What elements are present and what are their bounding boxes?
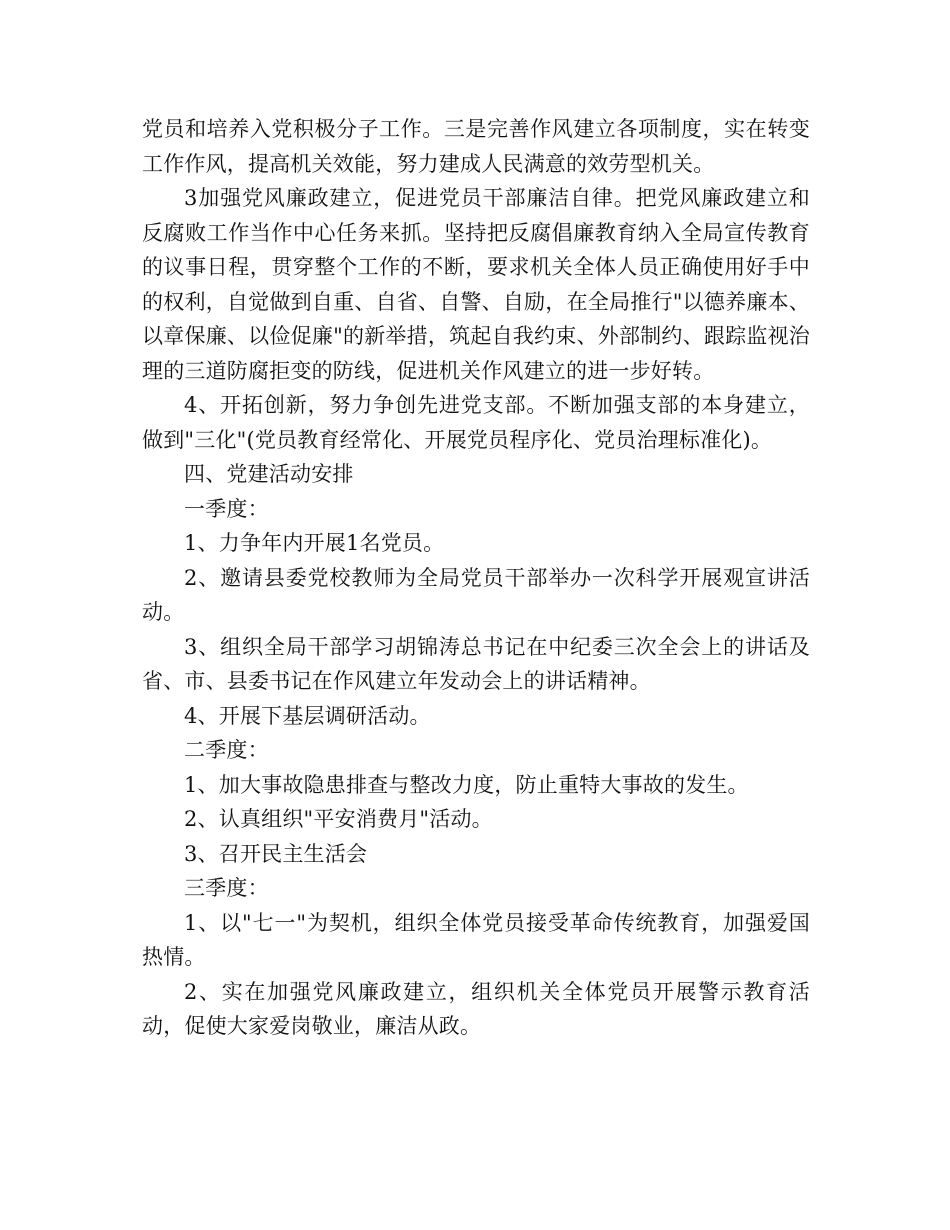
list-item: 1、力争年内开展1名党员。 (184, 531, 445, 555)
list-item: 3、组织全局干部学习胡锦涛总书记在中纪委三次全会上的讲话及省、市、县委书记在作风建立年发动会上的讲话精神。 (142, 634, 810, 693)
list-item: 2、实在加强党风廉政建立，组织机关全体党员开展警示教育活动，促使大家爱岗敬业，廉洁从政。 (142, 979, 810, 1038)
list-item: 1、加大事故隐患排查与整改力度，防止重特大事故的发生。 (184, 772, 749, 797)
section-heading-activities: 四、党建活动安排 (184, 462, 354, 486)
list-item: 1、以"七一"为契机，组织全体党员接受革命传统教育，加强爱国热情。 (142, 910, 810, 969)
quarter-heading-q3: 三季度： (184, 876, 269, 900)
list-item: 4、开展下基层调研活动。 (184, 703, 431, 728)
list-item: 2、邀请县委党校教师为全局党员干部举办一次科学开展观宣讲活动。 (142, 565, 810, 624)
quarter-heading-q2: 二季度： (184, 738, 269, 762)
paragraph-innovation: 4、开拓创新，努力争创先进党支部。不断加强支部的本身建立，做到"三化"(党员教育经常化、开展党员程序化、党员治理标准化)。 (142, 393, 810, 452)
list-item: 3、召开民主生活会 (184, 841, 368, 866)
quarter-heading-q1: 一季度： (184, 496, 269, 521)
paragraph-continuation: 党员和培养入党积极分子工作。三是完善作风建立各项制度，实在转变工作作风，提高机关效能，努力建成人民满意的效劳型机关。 (142, 117, 810, 176)
paragraph-party-conduct: 3加强党风廉政建立，促进党员干部廉洁自律。把党风廉政建立和反腐败工作当作中心任务来抓。坚持把反腐倡廉教育纳入全局宣传教育的议事日程，贯穿整个工作的不断，要求机关全体人员正确使用好手中的权利，自觉做到自重、自省、自警、自励，在全局推行"以德养廉本、以章保廉、以俭促廉"的新举措，筑起自我约束、外部制约、跟踪监视治理的三道防腐拒变的防线，促进机关作风建立的进一步好转。 (142, 186, 810, 383)
document-body (142, 112, 810, 1044)
list-item: 2、认真组织"平安消费月"活动。 (184, 807, 493, 831)
